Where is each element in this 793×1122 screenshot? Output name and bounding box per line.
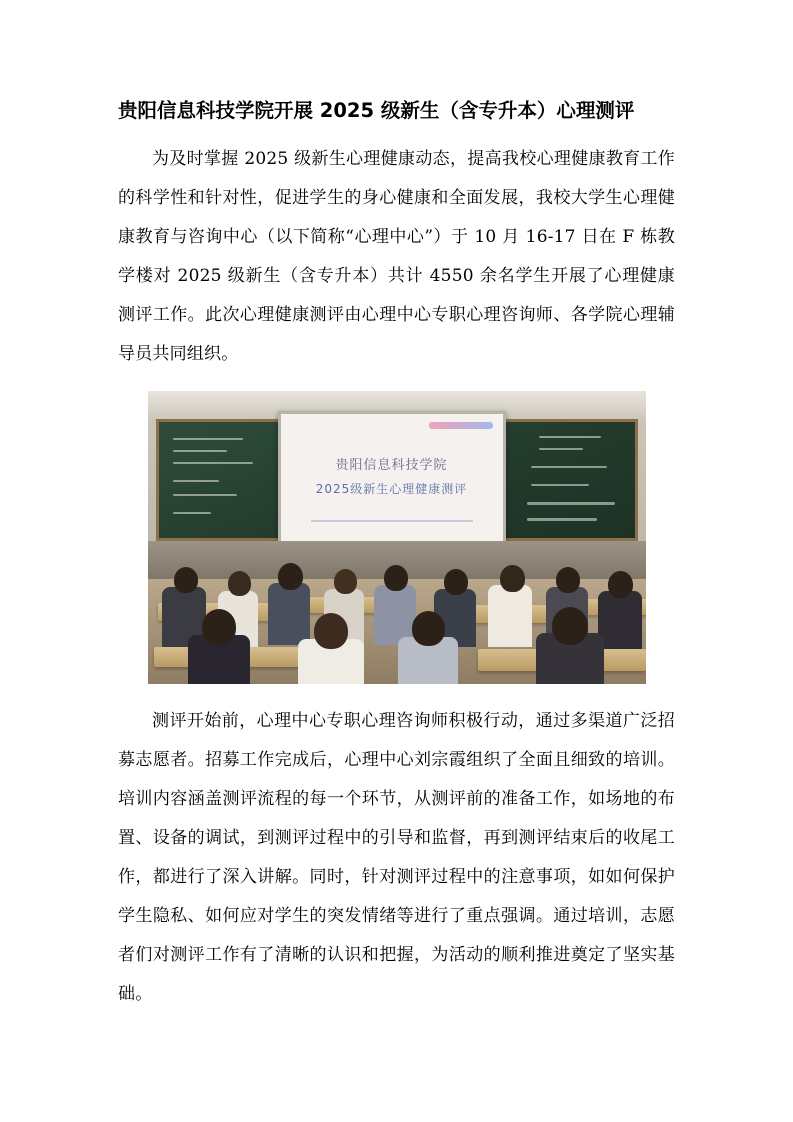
projector-screen: [278, 411, 506, 551]
paragraph-2: 测评开始前，心理中心专职心理咨询师积极行动，通过多渠道广泛招募志愿者。招募工作完成后，心理中心刘宗霞组织了全面且细致的培训。培训内容涵盖测评流程的每一个环节，从测评前的准备工作，如场地的布置、设备的调试，到测评过程中的引导和监督，再到测评结束后的收尾工作，都进行了深入讲解。同时，针对测评过程中的注意事项，如如何保护学生隐私、如何应对学生的突发情绪等进行了重点强调。通过培训，志愿者们对测评工作有了清晰的认识和把握，为活动的顺利推进奠定了坚实基础。: [118, 711, 675, 1004]
student: [488, 585, 532, 647]
slide-title-line2: 2025级新生心理健康测评: [315, 482, 468, 496]
slide-accent-bar: [429, 422, 493, 429]
student-head: [174, 567, 198, 593]
student-head: [412, 611, 445, 646]
paragraph-1: 为及时掌握 2025 级新生心理健康动态，提高我校心理健康教育工作的科学性和针对性，促进学生的身心健康和全面发展，我校大学生心理健康教育与咨询中心（以下简称“心理中心”）于 10 月 16-17 日在 F 栋教学楼对 2025 级新生（含专升本）共计 4550 余名学生开展了心理健康测评工作。此次心理健康测评由心理中心专职心理咨询师、各学院心理辅导员共同组织。: [118, 149, 675, 364]
student-head: [228, 571, 251, 596]
student-head: [278, 563, 303, 590]
student-head: [334, 569, 357, 594]
student-head: [314, 613, 348, 649]
student-head: [552, 607, 588, 645]
student-head: [608, 571, 633, 598]
student-head: [202, 609, 236, 645]
student-head: [384, 565, 408, 591]
student: [598, 591, 642, 649]
photo-classroom: [148, 391, 646, 684]
student: [374, 585, 416, 645]
student-head: [556, 567, 580, 593]
student-head: [500, 565, 525, 592]
slide-title-line1: 贵阳信息科技学院: [335, 458, 448, 473]
figure-classroom: [118, 391, 675, 684]
slide-divider: [311, 520, 473, 522]
page-title: 贵阳信息科技学院开展 2025 级新生（含专升本）心理测评: [118, 99, 635, 122]
student-head: [444, 569, 468, 595]
student: [268, 583, 310, 645]
